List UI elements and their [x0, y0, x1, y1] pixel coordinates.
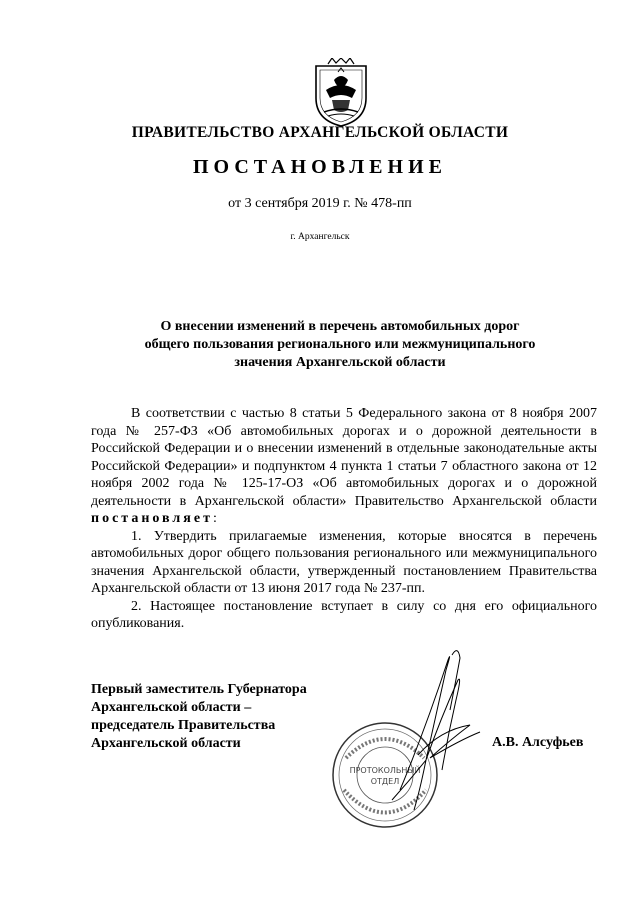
document-city: г. Архангельск — [290, 232, 350, 242]
item-2-paragraph: 2. Настоящее постановление вступает в силу со дня его официального опубликования. — [91, 598, 597, 631]
signer-position-line: председатель Правительства — [91, 718, 276, 733]
preamble-paragraph — [91, 405, 597, 528]
organization-name: ПРАВИТЕЛЬСТВО АРХАНГЕЛЬСКОЙ ОБЛАСТИ — [131, 124, 509, 141]
document-date-number: от 3 сентября 2019 г. № 478-пп — [228, 196, 412, 211]
signer-position — [91, 681, 307, 753]
title-line: значения Архангельской области — [234, 355, 446, 370]
signer-position-line: Первый заместитель Губернатора — [91, 682, 307, 697]
title-line: общего пользования регионального или межмуниципального — [144, 337, 536, 352]
round-seal-stamp-icon — [330, 640, 500, 840]
preamble-text: В соответствии с частью 8 статьи 5 Федерального закона от 8 ноября 2007 года № 257-ФЗ «Об автомобильных дорогах и о дорожной деятельности в Российской Федерации и о внесении изменений в отдельные законодательные акты Российской Федерации» и подпунктом 4 пункта 1 статьи 7 областного закона от 12 ноября 2002 года № 125-17-ОЗ «Об автомобильных дорогах и о дорожной деятельности в Архангельской области» Правительство Архангельской области — [91, 406, 597, 509]
item-1-paragraph: 1. Утвердить прилагаемые изменения, которые вносятся в перечень автомобильных дорог общего пользования регионального или межмуниципального значения Архангельской области, утвержденный постановлением Правительства Архангельской области от 13 июня 2017 года № 237-пп. — [91, 528, 597, 596]
signer-position-line: Архангельской области – — [91, 700, 252, 715]
document-type: ПОСТАНОВЛЕНИЕ — [193, 156, 447, 178]
stamp-text-line: ОТДЕЛ — [370, 777, 400, 786]
preamble-colon: : — [212, 511, 217, 526]
document-title — [100, 318, 580, 372]
signer-name: А.В. Алсуфьев — [492, 735, 584, 750]
signer-position-line: Архангельской области — [91, 736, 241, 751]
arkhangelsk-coat-of-arms-icon — [312, 58, 370, 128]
document-body — [91, 405, 597, 633]
decree-word: постановляет — [91, 511, 213, 526]
stamp-text-line: ПРОТОКОЛЬНЫЙ — [349, 766, 421, 775]
title-line: О внесении изменений в перечень автомобильных дорог — [160, 319, 520, 334]
